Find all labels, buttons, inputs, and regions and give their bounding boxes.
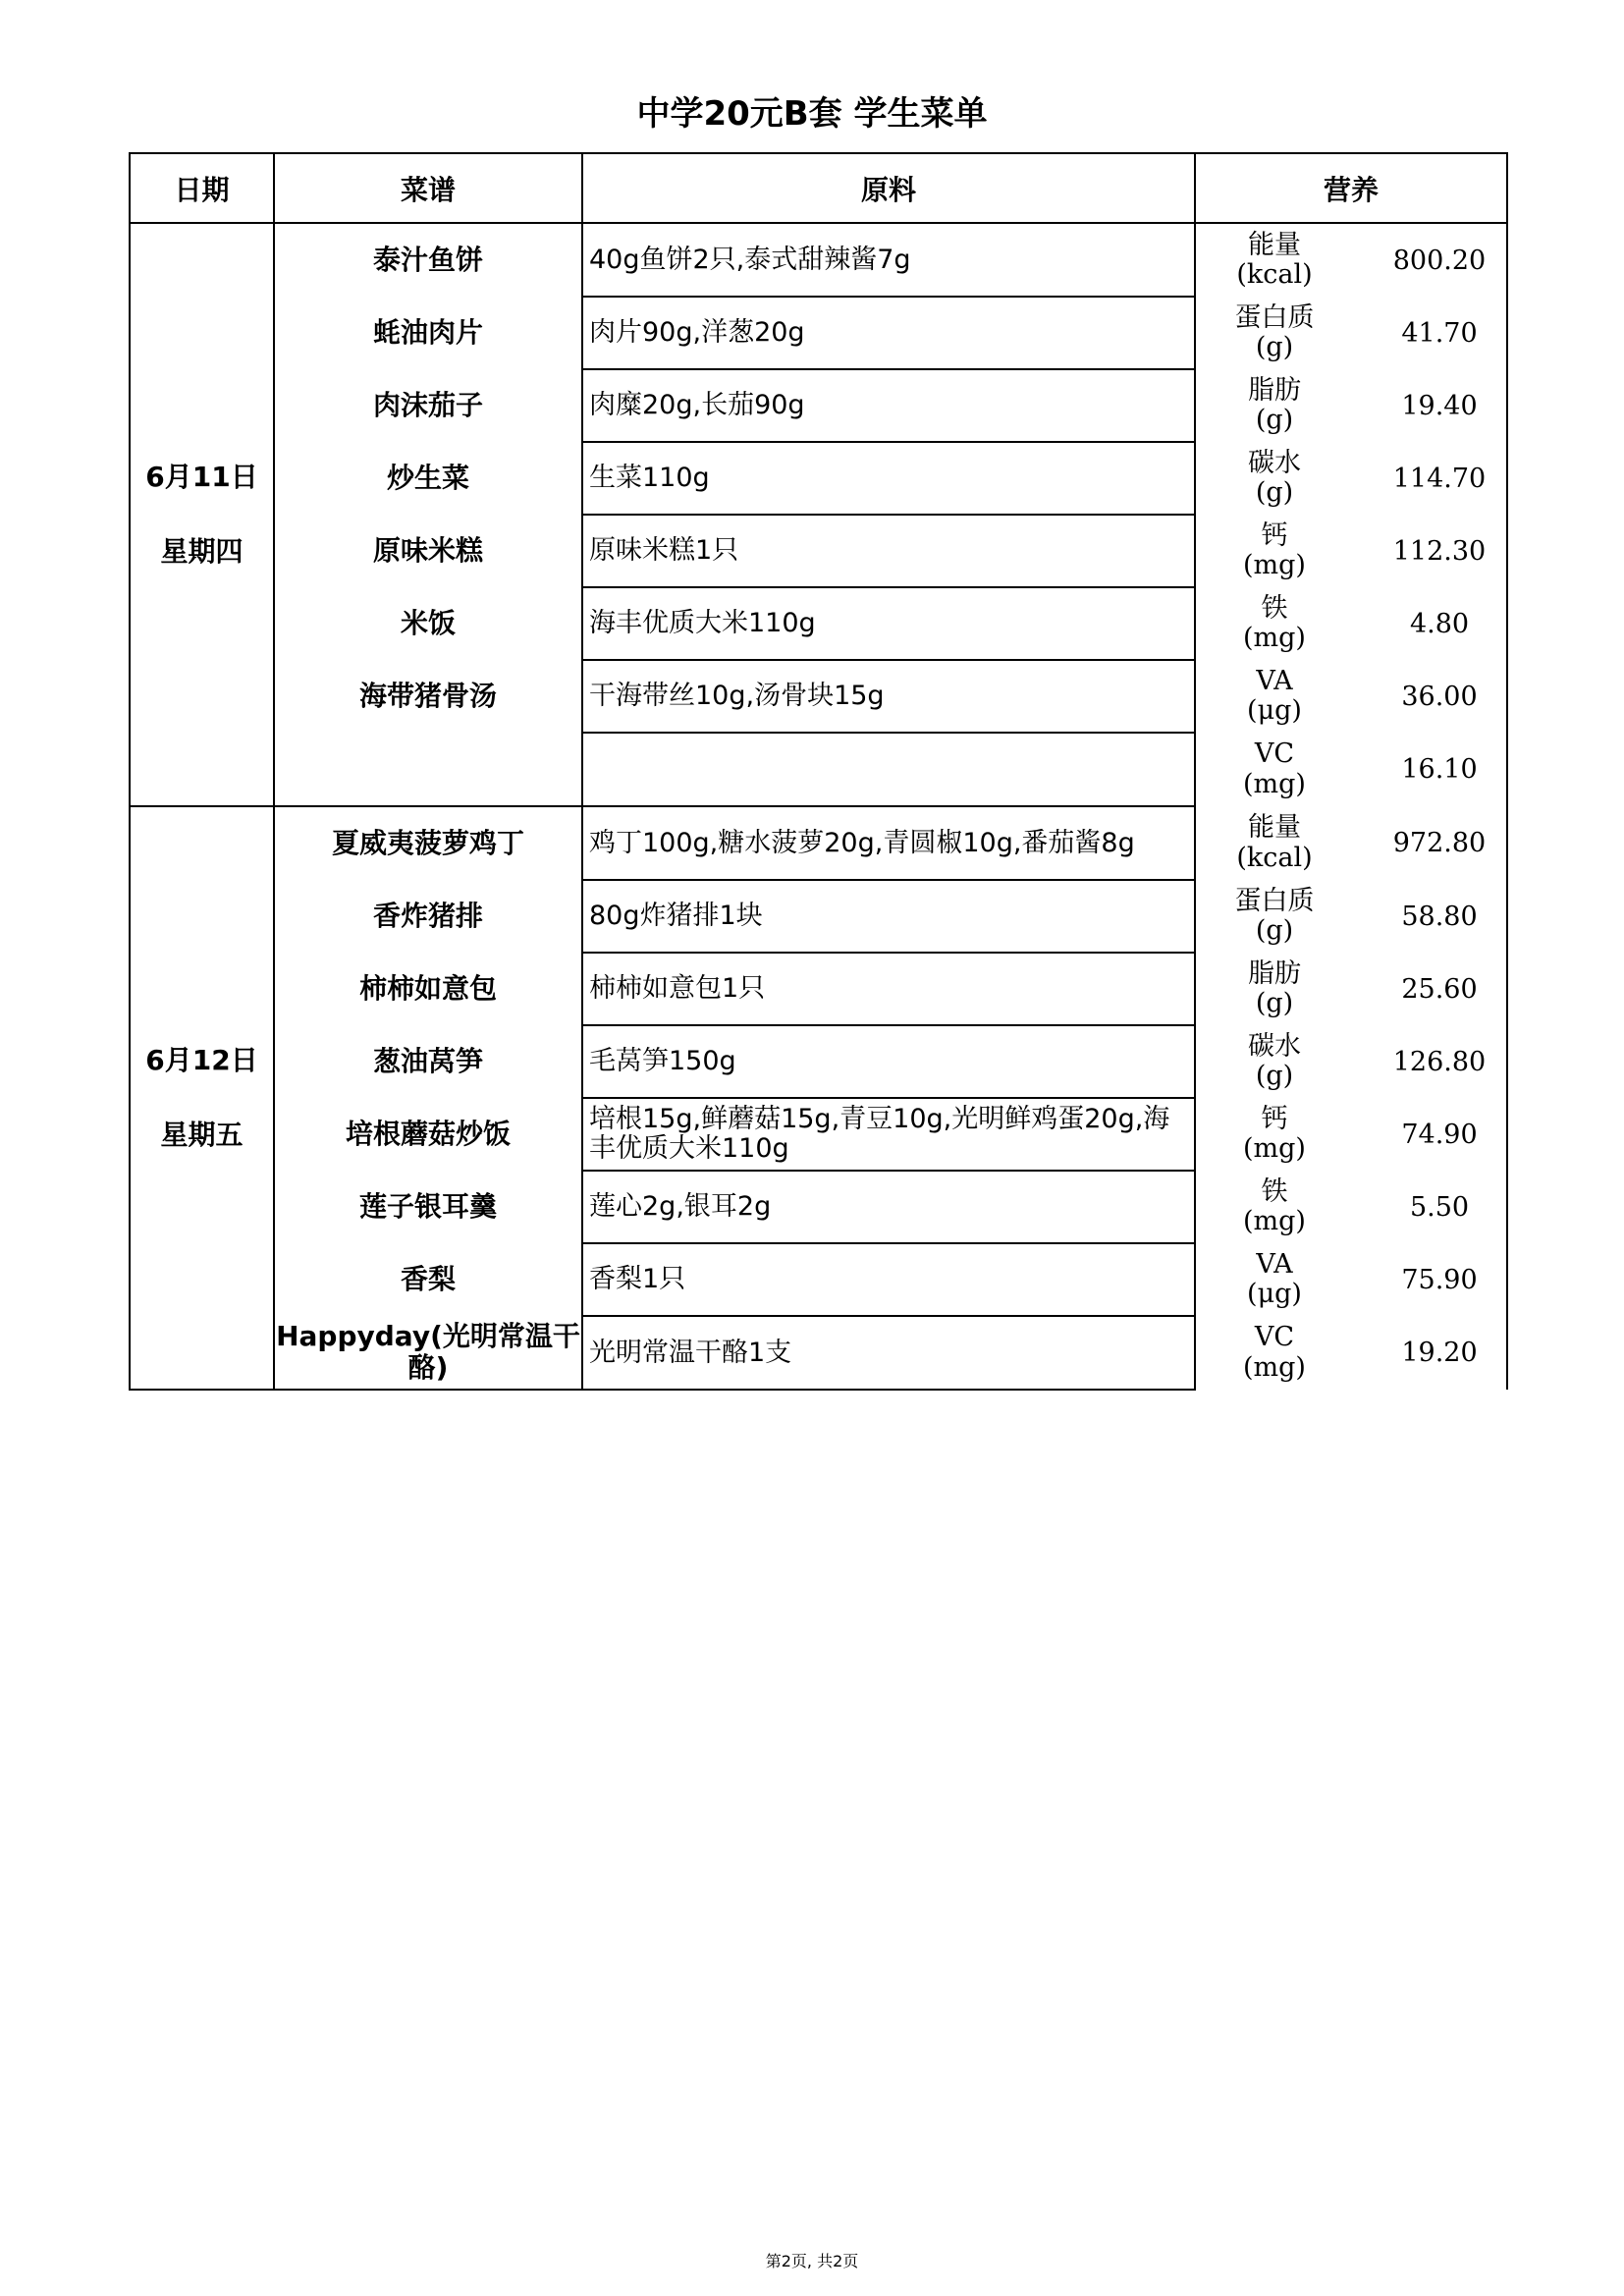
dish-name xyxy=(274,733,582,806)
header-dish: 菜谱 xyxy=(274,153,582,223)
dish-ingredients: 生菜110g xyxy=(582,442,1195,515)
nutrient-name: VA xyxy=(1256,665,1293,696)
menu-table xyxy=(129,152,1508,1391)
nutrient-name: 碳水 xyxy=(1248,447,1301,478)
day-date: 6月12日 xyxy=(145,1044,258,1076)
menu-row xyxy=(130,953,1507,1025)
dish-name: 培根蘑菇炒饭 xyxy=(274,1098,582,1171)
dish-ingredients: 干海带丝10g,汤骨块15g xyxy=(582,660,1195,733)
menu-body xyxy=(130,223,1507,1390)
nutrient-label xyxy=(1196,303,1353,362)
nutrient-value: 5.50 xyxy=(1409,1191,1470,1223)
nutrition-cell xyxy=(1195,1171,1507,1243)
dish-name: 香梨 xyxy=(274,1243,582,1316)
dish-name: 香炸猪排 xyxy=(274,880,582,953)
nutrient-unit: (mg) xyxy=(1243,1351,1306,1383)
menu-row xyxy=(130,515,1507,587)
nutrient-value: 972.80 xyxy=(1392,828,1487,858)
nutrient-unit: (mg) xyxy=(1243,550,1306,580)
nutrient-label xyxy=(1196,1105,1353,1164)
dish-ingredients: 肉糜20g,长茄90g xyxy=(582,369,1195,442)
nutrient-label xyxy=(1196,1032,1353,1091)
dish-name: 莲子银耳羹 xyxy=(274,1171,582,1243)
nutrition-cell xyxy=(1195,1025,1507,1098)
nutrition-cell xyxy=(1195,442,1507,515)
dish-ingredients: 海丰优质大米110g xyxy=(582,587,1195,660)
menu-row xyxy=(130,1316,1507,1390)
dish-name: 夏威夷菠萝鸡丁 xyxy=(274,806,582,880)
dish-ingredients: 香梨1只 xyxy=(582,1243,1195,1316)
nutrient-value: 25.60 xyxy=(1401,973,1478,1005)
dish-name: 柿柿如意包 xyxy=(274,953,582,1025)
nutrient-name: 钙 xyxy=(1261,519,1288,551)
nutrient-label xyxy=(1196,1177,1353,1236)
dish-ingredients: 鸡丁100g,糖水菠萝20g,青圆椒10g,番茄酱8g xyxy=(582,806,1195,880)
nutrition-cell xyxy=(1195,806,1507,880)
nutrient-unit: (g) xyxy=(1255,988,1294,1018)
nutrition-cell xyxy=(1195,1098,1507,1171)
dish-name: 米饭 xyxy=(274,587,582,660)
nutrient-unit: (mg) xyxy=(1243,1206,1306,1236)
nutrient-name: 脂肪 xyxy=(1248,957,1301,989)
nutrient-value: 58.80 xyxy=(1401,901,1478,932)
dish-ingredients xyxy=(582,733,1195,806)
dish-name: 蚝油肉片 xyxy=(274,297,582,369)
day-date-cell xyxy=(130,806,274,1390)
nutrient-value: 19.40 xyxy=(1401,390,1478,421)
nutrient-value: 4.80 xyxy=(1409,608,1470,639)
menu-row xyxy=(130,1171,1507,1243)
menu-row xyxy=(130,1243,1507,1316)
menu-row xyxy=(130,369,1507,442)
nutrition-cell xyxy=(1195,369,1507,442)
nutrition-cell xyxy=(1195,953,1507,1025)
nutrient-value: 16.10 xyxy=(1401,754,1478,785)
nutrient-unit: (g) xyxy=(1255,915,1294,946)
nutrient-value: 126.80 xyxy=(1392,1046,1487,1077)
nutrient-label xyxy=(1196,376,1353,435)
nutrition-cell xyxy=(1195,1243,1507,1316)
day-weekday: 星期四 xyxy=(160,535,244,568)
menu-row xyxy=(130,587,1507,660)
dish-name: 炒生菜 xyxy=(274,442,582,515)
nutrient-unit: (g) xyxy=(1255,477,1294,508)
menu-row xyxy=(130,297,1507,369)
dish-name: 原味米糕 xyxy=(274,515,582,587)
dish-ingredients: 原味米糕1只 xyxy=(582,515,1195,587)
menu-row xyxy=(130,880,1507,953)
nutrient-name: 钙 xyxy=(1261,1103,1288,1134)
nutrition-cell xyxy=(1195,660,1507,733)
nutrient-label xyxy=(1196,813,1353,872)
nutrition-cell xyxy=(1195,223,1507,297)
dish-name: 肉沫茄子 xyxy=(274,369,582,442)
dish-ingredients: 毛莴笋150g xyxy=(582,1025,1195,1098)
nutrient-name: 铁 xyxy=(1261,1175,1288,1207)
menu-row xyxy=(130,733,1507,806)
nutrient-label xyxy=(1196,1323,1353,1382)
menu-row xyxy=(130,806,1507,880)
nutrition-cell xyxy=(1195,880,1507,953)
menu-row xyxy=(130,1025,1507,1098)
nutrient-unit: (μg) xyxy=(1247,695,1302,726)
nutrition-cell xyxy=(1195,587,1507,660)
dish-ingredients: 柿柿如意包1只 xyxy=(582,953,1195,1025)
nutrient-value: 114.70 xyxy=(1392,463,1487,494)
nutrient-name: VC xyxy=(1254,738,1295,770)
nutrient-label xyxy=(1196,739,1353,798)
dish-ingredients: 肉片90g,洋葱20g xyxy=(582,297,1195,369)
header-row xyxy=(130,153,1507,223)
nutrient-name: 蛋白质 xyxy=(1234,885,1315,916)
nutrient-unit: (kcal) xyxy=(1236,259,1313,290)
menu-row xyxy=(130,223,1507,297)
nutrient-unit: (mg) xyxy=(1243,768,1306,799)
nutrient-name: 能量 xyxy=(1248,812,1301,844)
nutrition-cell xyxy=(1195,515,1507,587)
day-date: 6月11日 xyxy=(145,461,258,493)
nutrient-unit: (g) xyxy=(1255,1061,1294,1091)
nutrient-name: 蛋白质 xyxy=(1234,301,1315,333)
header-date: 日期 xyxy=(130,153,274,223)
dish-name: 葱油莴笋 xyxy=(274,1025,582,1098)
nutrient-label xyxy=(1196,959,1353,1018)
nutrient-label xyxy=(1196,231,1353,290)
header-ingredients: 原料 xyxy=(582,153,1195,223)
day-weekday: 星期五 xyxy=(160,1119,244,1151)
nutrient-label xyxy=(1196,887,1353,946)
nutrient-name: VA xyxy=(1256,1248,1293,1280)
menu-row xyxy=(130,442,1507,515)
nutrition-cell xyxy=(1195,297,1507,369)
page-footer: 第2页, 共2页 xyxy=(765,2252,859,2270)
nutrient-unit: (g) xyxy=(1255,332,1294,362)
nutrient-name: 碳水 xyxy=(1248,1030,1301,1062)
dish-name: 泰汁鱼饼 xyxy=(274,223,582,297)
nutrient-value: 75.90 xyxy=(1401,1264,1478,1295)
nutrition-cell xyxy=(1195,733,1507,806)
nutrient-value: 41.70 xyxy=(1401,317,1478,349)
nutrient-value: 800.20 xyxy=(1392,245,1487,276)
dish-ingredients: 80g炸猪排1块 xyxy=(582,880,1195,953)
dish-ingredients: 莲心2g,银耳2g xyxy=(582,1171,1195,1243)
dish-name: Happyday(光明常温干酪) xyxy=(274,1316,582,1390)
nutrient-name: 脂肪 xyxy=(1248,374,1301,406)
nutrient-label xyxy=(1196,594,1353,653)
nutrient-unit: (mg) xyxy=(1243,623,1306,653)
nutrient-label xyxy=(1196,667,1353,726)
dish-name: 海带猪骨汤 xyxy=(274,660,582,733)
header-nutrition: 营养 xyxy=(1195,153,1507,223)
nutrient-unit: (kcal) xyxy=(1236,842,1313,873)
dish-ingredients: 光明常温干酪1支 xyxy=(582,1316,1195,1390)
day-date-cell xyxy=(130,223,274,806)
nutrient-label xyxy=(1196,1250,1353,1309)
nutrient-value: 112.30 xyxy=(1392,535,1487,567)
page-title: 中学20元B套 学生菜单 xyxy=(636,94,988,134)
nutrient-name: 铁 xyxy=(1261,592,1288,624)
dish-ingredients: 40g鱼饼2只,泰式甜辣酱7g xyxy=(582,223,1195,297)
nutrient-label xyxy=(1196,449,1353,508)
nutrient-label xyxy=(1196,521,1353,580)
dish-ingredients: 培根15g,鲜蘑菇15g,青豆10g,光明鲜鸡蛋20g,海丰优质大米110g xyxy=(582,1098,1195,1171)
menu-row xyxy=(130,1098,1507,1171)
nutrient-value: 74.90 xyxy=(1401,1119,1478,1150)
nutrient-name: 能量 xyxy=(1248,229,1301,260)
nutrient-unit: (mg) xyxy=(1243,1133,1306,1164)
nutrient-name: VC xyxy=(1254,1322,1295,1353)
nutrition-cell xyxy=(1195,1316,1507,1390)
nutrient-unit: (μg) xyxy=(1247,1279,1302,1309)
nutrient-value: 36.00 xyxy=(1401,681,1478,712)
nutrient-unit: (g) xyxy=(1255,405,1294,435)
nutrient-value: 19.20 xyxy=(1401,1338,1478,1368)
menu-row xyxy=(130,660,1507,733)
